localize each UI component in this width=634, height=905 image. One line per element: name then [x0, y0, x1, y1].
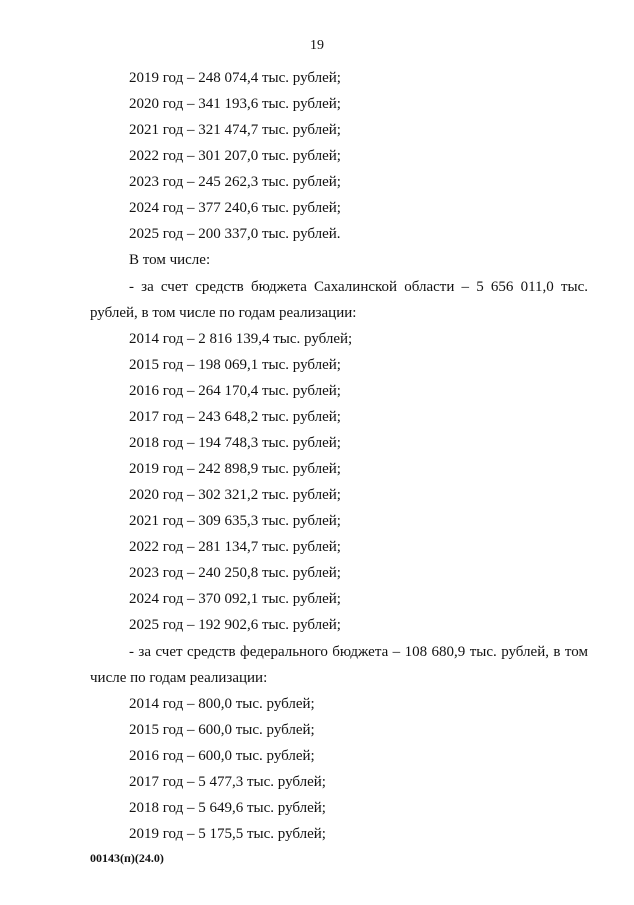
federal-year-line: 2018 год – 5 649,6 тыс. рублей;: [129, 800, 326, 816]
federal-year-line: 2019 год – 5 175,5 тыс. рублей;: [129, 826, 326, 842]
regional-year-line: 2014 год – 2 816 139,4 тыс. рублей;: [129, 331, 353, 347]
year-line: 2020 год – 341 193,6 тыс. рублей;: [129, 96, 341, 112]
document-code: 00143(п)(24.0): [90, 851, 164, 865]
federal-year-line: 2015 год – 600,0 тыс. рублей;: [129, 722, 315, 738]
in-total-label: В том числе:: [129, 252, 211, 268]
regional-year-line: 2021 год – 309 635,3 тыс. рублей;: [129, 513, 341, 529]
federal-year-line: 2017 год – 5 477,3 тыс. рублей;: [129, 774, 326, 790]
year-line: 2025 год – 200 337,0 тыс. рублей.: [129, 226, 341, 242]
year-line: 2021 год – 321 474,7 тыс. рублей;: [129, 122, 341, 138]
regional-year-line: 2016 год – 264 170,4 тыс. рублей;: [129, 383, 341, 399]
regional-year-line: 2017 год – 243 648,2 тыс. рублей;: [129, 409, 341, 425]
federal-budget-line-cont: числе по годам реализации:: [90, 670, 268, 686]
regional-year-line: 2023 год – 240 250,8 тыс. рублей;: [129, 565, 341, 581]
regional-budget-line: - за счет средств бюджета Сахалинской области – 5 656 011,0 тыс.: [129, 279, 588, 295]
regional-year-line: 2022 год – 281 134,7 тыс. рублей;: [129, 539, 341, 555]
year-line: 2022 год – 301 207,0 тыс. рублей;: [129, 148, 341, 164]
regional-year-line: 2020 год – 302 321,2 тыс. рублей;: [129, 487, 341, 503]
year-line: 2019 год – 248 074,4 тыс. рублей;: [129, 70, 341, 86]
federal-budget-line: - за счет средств федерального бюджета – 108 680,9 тыс. рублей, в том: [129, 644, 588, 660]
regional-year-line: 2024 год – 370 092,1 тыс. рублей;: [129, 591, 341, 607]
regional-year-line: 2019 год – 242 898,9 тыс. рублей;: [129, 461, 341, 477]
regional-budget-line-cont: рублей, в том числе по годам реализации:: [90, 305, 357, 321]
regional-year-line: 2018 год – 194 748,3 тыс. рублей;: [129, 435, 341, 451]
regional-year-line: 2025 год – 192 902,6 тыс. рублей;: [129, 617, 341, 633]
federal-year-line: 2014 год – 800,0 тыс. рублей;: [129, 696, 315, 712]
page-number: 19: [310, 38, 324, 53]
federal-year-line: 2016 год – 600,0 тыс. рублей;: [129, 748, 315, 764]
year-line: 2024 год – 377 240,6 тыс. рублей;: [129, 200, 341, 216]
year-line: 2023 год – 245 262,3 тыс. рублей;: [129, 174, 341, 190]
regional-year-line: 2015 год – 198 069,1 тыс. рублей;: [129, 357, 341, 373]
